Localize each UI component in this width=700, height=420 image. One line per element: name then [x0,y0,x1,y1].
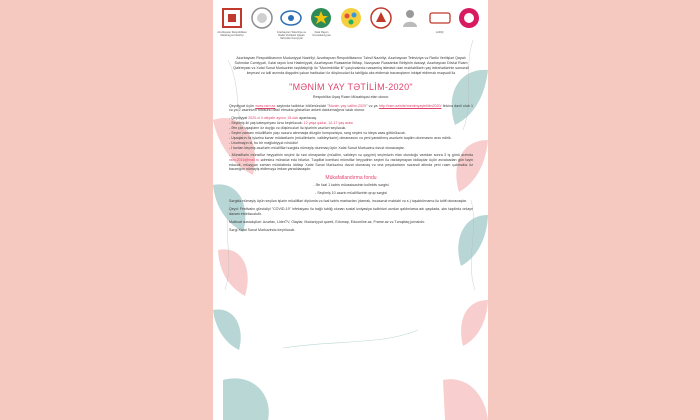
awards-heading: Mükafatlandırma fondu [325,175,377,182]
registration-link[interactable]: http://xsm.az/site/menimyaytetilim2020/ [378,103,442,108]
contact-email[interactable]: xsm.2016@mail.ru [229,157,260,162]
seal-logo [247,6,276,30]
culture-ministry-logo: Azərbaycan Respublikası Mədəniyyət Nazirliyi [217,6,247,37]
art-center-logo [336,6,365,30]
list-item: - Uşaqların öz işlərinə kənar müdaxilənin (müəllimlərin, valideynlərin) olmamasını və yeni yaradılmış əsərlərin təqdim olunmasını arzu edirik. [229,135,452,140]
poster-page [213,0,488,420]
list-item: - Seçilmiş iki yaş kateqoriyası üzrə keçiriləcək: 12 yaşa qədər, 12-17 yaş arası [229,121,354,126]
note-paragraph: Qeyd: Festivalın gündəliyi "COVID-19" infeksiyası ilə bağlı təbliğ olunan sosial izolyasiya tədbirləri ərzdən qaldırılarsa adı qaydada, əks təqdirdə onlayn davam etdiriləcəkdir. [229,207,473,216]
site-link[interactable]: www.xsm.az [255,103,276,108]
diploma-paragraph: Sərgidə nümayiş üçün seçilən işlərin müəllifləri diplomla və fəal tədris markazları (darnak, incəsənət məktəbi və s.) təşəkkürnamə ilə təltif olunacaqlar. [229,199,467,204]
venue-paragraph: Sərgi Xətai Sənət Mərkəzində keçiriləcək. [229,227,296,232]
artists-union-logo [366,6,395,30]
announcement-body [229,56,473,236]
intro-paragraph: Azərbaycan Respublikasının Mədəniyyət Nazirliyi, Azərbaycan Respublikasının Təhsil Nazirliyi, Azərbaycan Televiziya və Radio Verilişləri Qapalı Səhmdar Cəmiyyəti, Xətai rayon İcra Hakimiyyəti, Azərbaycan Rəssamlar İttifaqı, Nəvqəvan Rəssamlar Birliyinin dəstəyi, Azərbaycan Dövlət Rəsm Qalereyası və Xətai Sənət Mərkəzinin təşkilatçılığı ilə "Mənimbütlər ili" çərçivəsində rəssamlıq istedadı olan məktəblilərin yay istirahətlərinin səmərəli keçməsi və təlil arzında diqqətini çəkən hadisələri öz düşüncələri ilə təbliğdə əks etdirmək bacarıqlarını inkişaf etdirmək məqsədi ilə [233,56,469,75]
award-item: - Seçilmiş 10 əsərin müəlliflərinin qrup sərgisi [315,191,387,196]
list-item: - Əm çox uşaqların öz duyğu və düşüncələri ilə işlərinin əsərləri seçiləcək. [229,126,347,131]
logo-strip [217,6,484,48]
children-logo [395,6,424,30]
list-item: - Qeydiyyat 2020-ci il oktyabr ayının 15-dək aparılacaq. [229,116,317,121]
page-subtitle: Respublika Uşaq Rəsm Müsabiqəsi elan olunur. [312,94,390,99]
rules-list [229,116,473,150]
page-title: "MƏNİM YAY TƏTİLİM-2020" [289,81,413,92]
khatai-executive-logo: Xətai Rayon İcra Hakimiyyəti [306,6,336,37]
registration-paragraph: Qeydiyyat üçün www.xsm.az saytında tədbirlər bölümündəki "Mənim yay tətilim-2020" və ya http://xsm.az/site/menimyaytetilim2020/ linkinə daxil olub 1 və ya 2 əsərinizin fotosunu daxil etməklə göstərilən anketi doldurmağınız tələb olunur. [229,103,473,113]
festival-logo [455,6,484,30]
ladiq-logo: LADIQ [425,6,455,34]
appeal-paragraph: - Münsiflərin münsiflər heyyətinin seçimi ilə rəsi olmayanlar (müəllim, valideyn və qəyyim) seçimlərin elan olunduğu vaxtdan sonra 3 iş günü ərzində xsm.2016@mail.ru ədresinə müraciət edə bilərlər. Təqdilat komitəsi münsiflər heyyətinin seçimi ilə razılaşmayan iddiaçılar üçün avvalcadan gün təyin edəcək, müəyyən zaman müddətində iddiaçı Xətai Sənət Mərkəzinə dəvət olunacaq və ona peşəkarların nəzarəti altında yeni rəsm çəkməklə öz bacarığını nümayiş etdirməyə imkan yaradılacaqdır. [229,152,473,172]
award-item: - Ən fəal 1 tədris müəssisəsinin kollektiv sərgisi [313,183,389,188]
list-item: - Seçim zamanı müəlliflərin yaşı nəzərə alınmaqla düzgün kompozisiya, rəng seçimi və ideya əsas götürüləcək. [229,131,406,136]
list-item: - İ turdan keçmiş əsərlərin müəllifləri sərgidə nümayiş olunmaq üçün Xətai Sənət Mərkəzinə dəvət olunacaqlar. [229,145,405,150]
press-paragraph: Mətbuat dəstəkçiləri: Azərtac, LiderTV, Olaylar, Mədəniyyət qəzeti, Edumap, Eduonline.az, Frame.az və Tənqidaq jurnalıdır. [229,219,426,224]
tv-radio-union-logo: Azərbaycan Televiziya və Radio Verilişləri Qapalı Səhmdar Cəmiyyəti [276,6,306,40]
list-item: - Unutmayın ki, bu bir mağlubiyyət növüdür! [229,140,299,145]
